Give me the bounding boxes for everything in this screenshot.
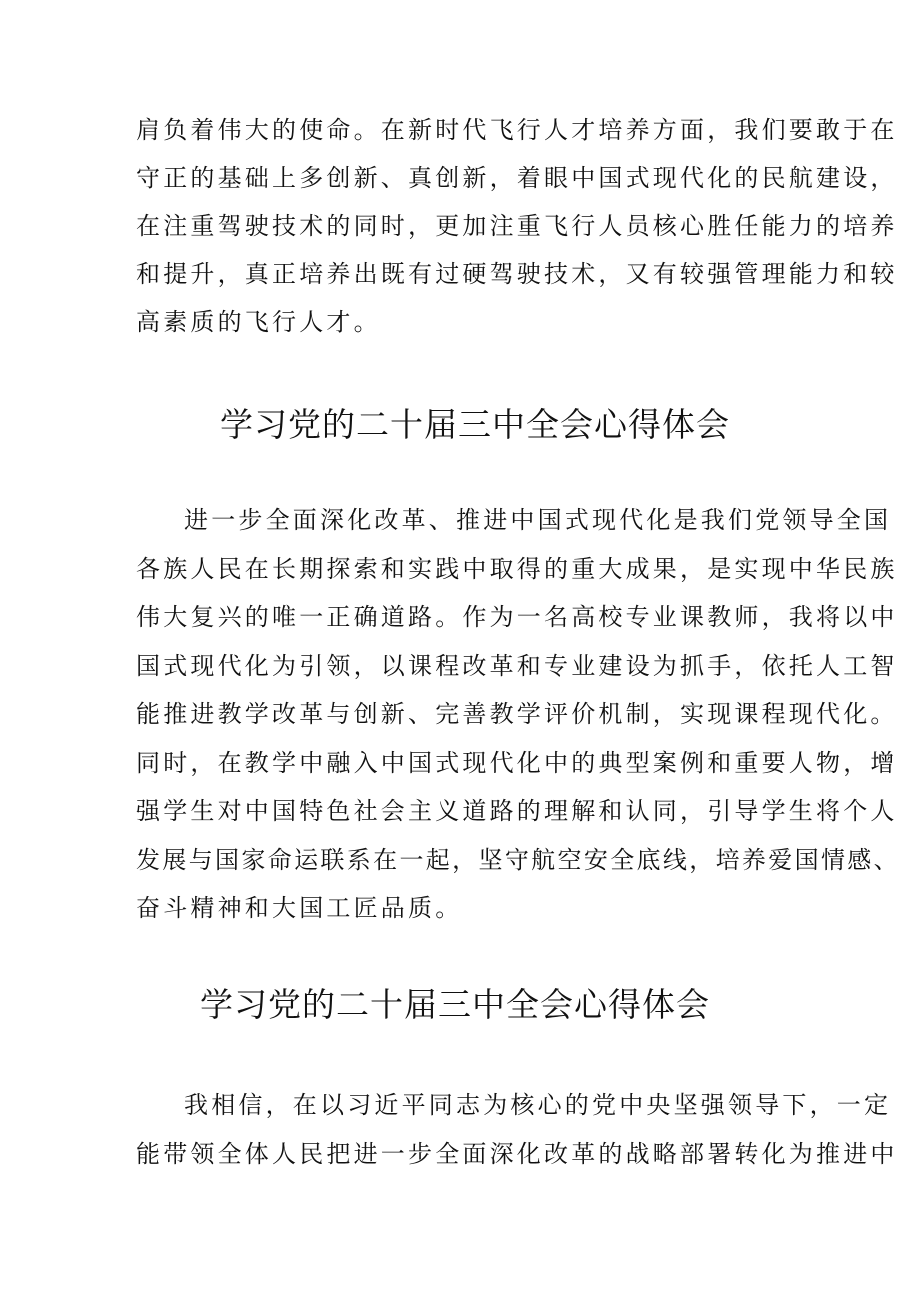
section-heading: 学习党的二十届三中全会心得体会	[220, 405, 730, 444]
text-line: 奋斗精神和大国工匠品质。	[136, 894, 463, 922]
section-heading: 学习党的二十届三中全会心得体会	[200, 985, 710, 1024]
text-line: 进一步全面深化改革、推进中国式现代化是我们党领导全国	[184, 506, 892, 534]
text-line: 国式现代化为引领，以课程改革和专业建设为抓手，依托人工智	[136, 652, 898, 680]
text-line: 发展与国家命运联系在一起，坚守航空安全底线，培养爱国情感、	[136, 846, 900, 874]
text-line: 守正的基础上多创新、真创新，着眼中国式现代化的民航建设，	[136, 164, 898, 192]
text-line: 强学生对中国特色社会主义道路的理解和认同，引导学生将个人	[136, 797, 898, 825]
text-line: 各族人民在长期探索和实践中取得的重大成果，是实现中华民族	[136, 555, 898, 583]
text-line: 肩负着伟大的使命。在新时代飞行人才培养方面，我们要敢于在	[136, 116, 898, 144]
text-line: 能推进教学改革与创新、完善教学评价机制，实现课程现代化。	[136, 700, 898, 728]
text-line: 高素质的飞行人才。	[136, 308, 381, 336]
text-line: 在注重驾驶技术的同时，更加注重飞行人员核心胜任能力的培养	[136, 212, 898, 240]
text-line: 和提升，真正培养出既有过硬驾驶技术，又有较强管理能力和较	[136, 260, 898, 288]
text-line: 能带领全体人民把进一步全面深化改革的战略部署转化为推进中	[136, 1140, 898, 1168]
text-line: 伟大复兴的唯一正确道路。作为一名高校专业课教师，我将以中	[136, 603, 898, 631]
text-line: 我相信，在以习近平同志为核心的党中央坚强领导下，一定	[184, 1091, 892, 1119]
text-line: 同时，在教学中融入中国式现代化中的典型案例和重要人物，增	[136, 749, 898, 777]
